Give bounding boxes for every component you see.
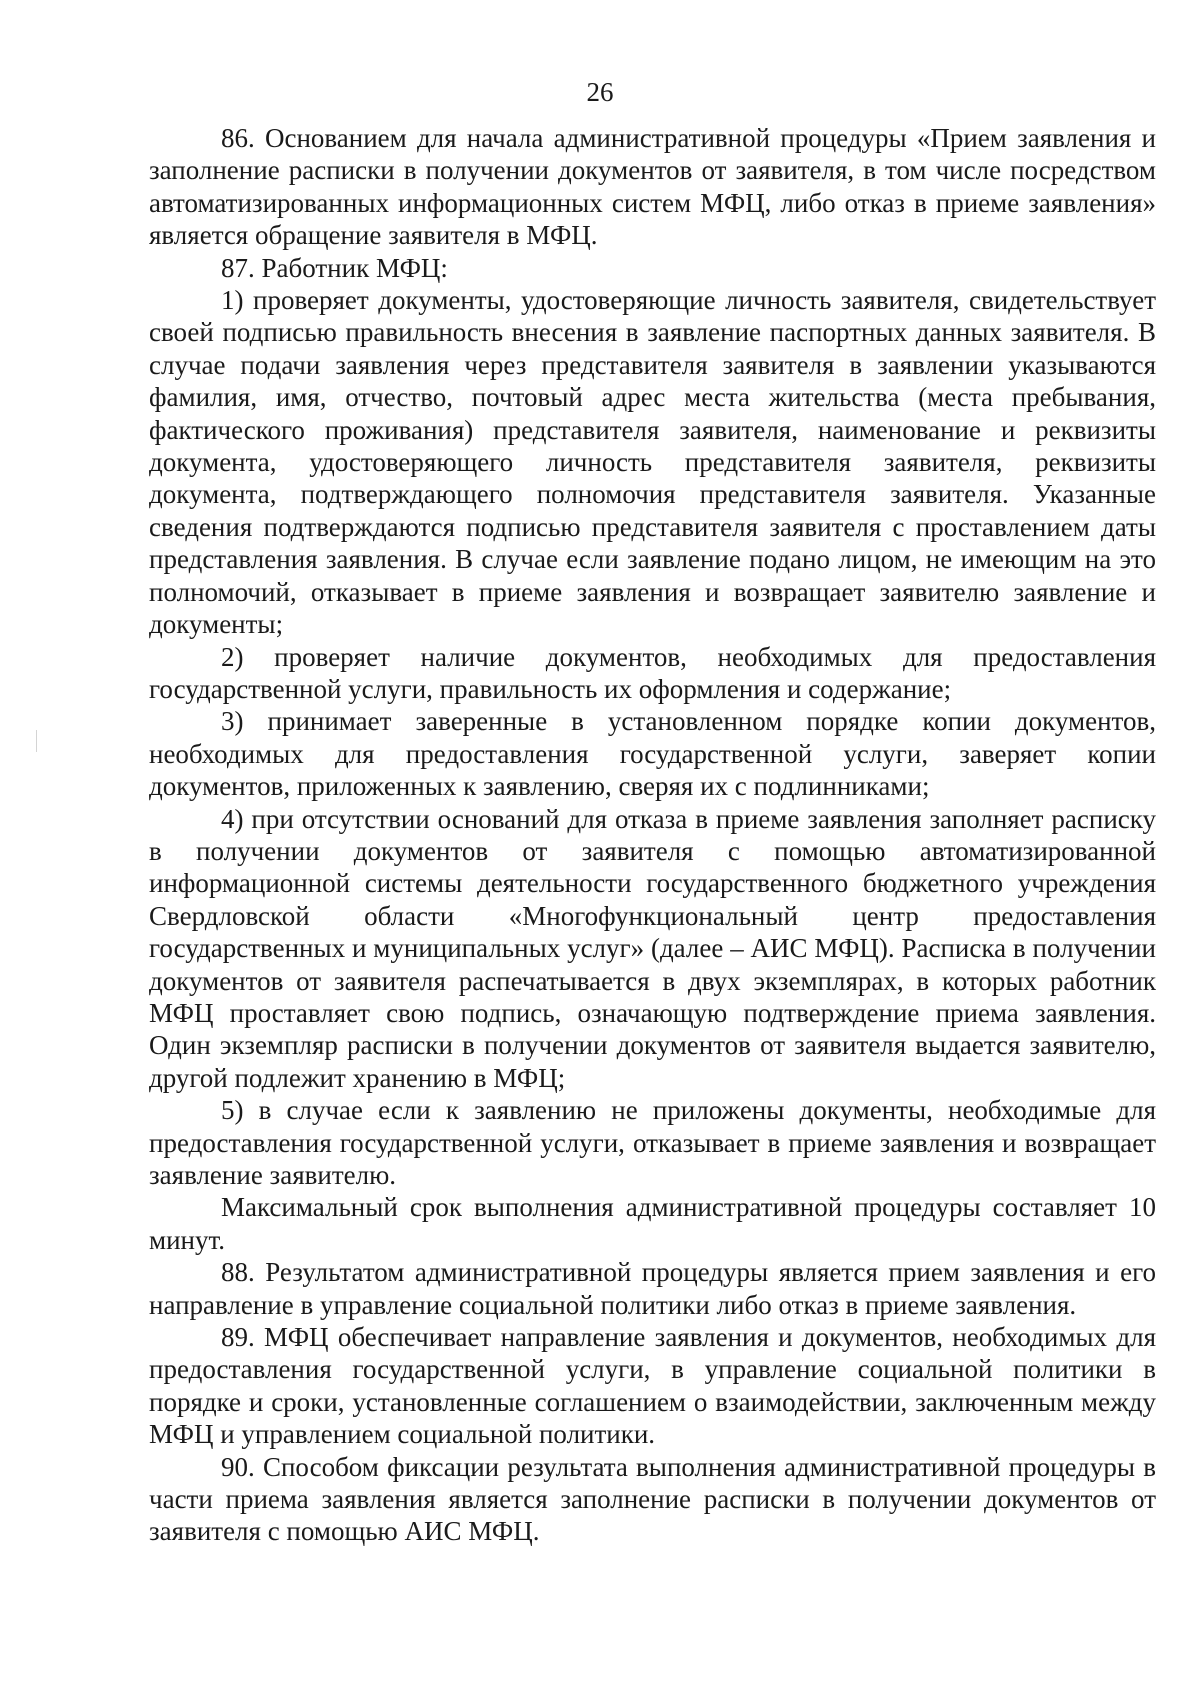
page-number: 26 xyxy=(586,77,614,107)
paragraph-87-item-1: 1) проверяет документы, удостоверяющие личность заявителя, свидетельствует своей подписью правильность внесения в заявление паспортных данных заявителя. В случае подачи заявления через представителя заявителя в заявлении указываются фамилия, имя, отчество, почтовый адрес места жительства (места пребывания, фактического проживания) представителя заявителя, наименование и реквизиты документа, удостоверяющего личность представителя заявителя, реквизиты документа, подтверждающего полномочия представителя заявителя. Указанные сведения подтверждаются подписью представителя заявителя с проставлением даты представления заявления. В случае если заявление подано лицом, не имеющим на это полномочий, отказывает в приеме заявления и возвращает заявителю заявление и документы; xyxy=(149,285,1156,640)
paragraph-87-item-3: 3) принимает заверенные в установленном порядке копии документов, необходимых для предоставления государственной услуги, заверяет копии документов, приложенных к заявлению, сверяя их с подлинниками; xyxy=(149,706,1156,802)
paragraph-87: 87. Работник МФЦ: xyxy=(221,252,448,283)
paragraph-86: 86. Основанием для начала административной процедуры «Прием заявления и заполнение расписки в получении документов от заявителя, в том числе посредством автоматизированных информационных систем МФЦ, либо отказ в приеме заявления» является обращение заявителя в МФЦ. xyxy=(149,123,1156,251)
paragraph-87-item-5: 5) в случае если к заявлению не приложены документы, необходимые для предоставления государственной услуги, отказывает в приеме заявления и возвращает заявление заявителю. xyxy=(149,1095,1156,1190)
paragraph-88: 88. Результатом административной процедуры является прием заявления и его направление в управление социальной политики либо отказ в приеме заявления. xyxy=(149,1257,1156,1320)
paragraph-max-duration: Максимальный срок выполнения административной процедуры составляет 10 минут. xyxy=(149,1192,1156,1255)
document-body xyxy=(149,122,1156,1548)
paragraph-90: 90. Способом фиксации результата выполнения административной процедуры в части приема заявления является заполнение расписки в получении документов от заявителя с помощью АИС МФЦ. xyxy=(149,1451,1156,1547)
scan-artifact xyxy=(36,730,37,752)
paragraph-87-item-2: 2) проверяет наличие документов, необходимых для предоставления государственной услуги, правильность их оформления и содержание; xyxy=(149,641,1156,704)
paragraph-87-item-4: 4) при отсутствии оснований для отказа в приеме заявления заполняет расписку в получении документов от заявителя с помощью автоматизированной информационной системы деятельности государственного бюджетного учреждения Свердловской области «Многофункциональный центр предоставления государственных и муниципальных услуг» (далее – АИС МФЦ). Расписка в получении документов от заявителя распечатывается в двух экземплярах, в которых работник МФЦ проставляет свою подпись, означающую подтверждение приема заявления. Один экземпляр расписки в получении документов от заявителя выдается заявителю, другой подлежит хранению в МФЦ; xyxy=(149,803,1156,1093)
paragraph-89: 89. МФЦ обеспечивает направление заявления и документов, необходимых для предоставления государственной услуги, в управление социальной политики в порядке и сроки, установленные соглашением о взаимодействии, заключенным между МФЦ и управлением социальной политики. xyxy=(149,1322,1156,1450)
